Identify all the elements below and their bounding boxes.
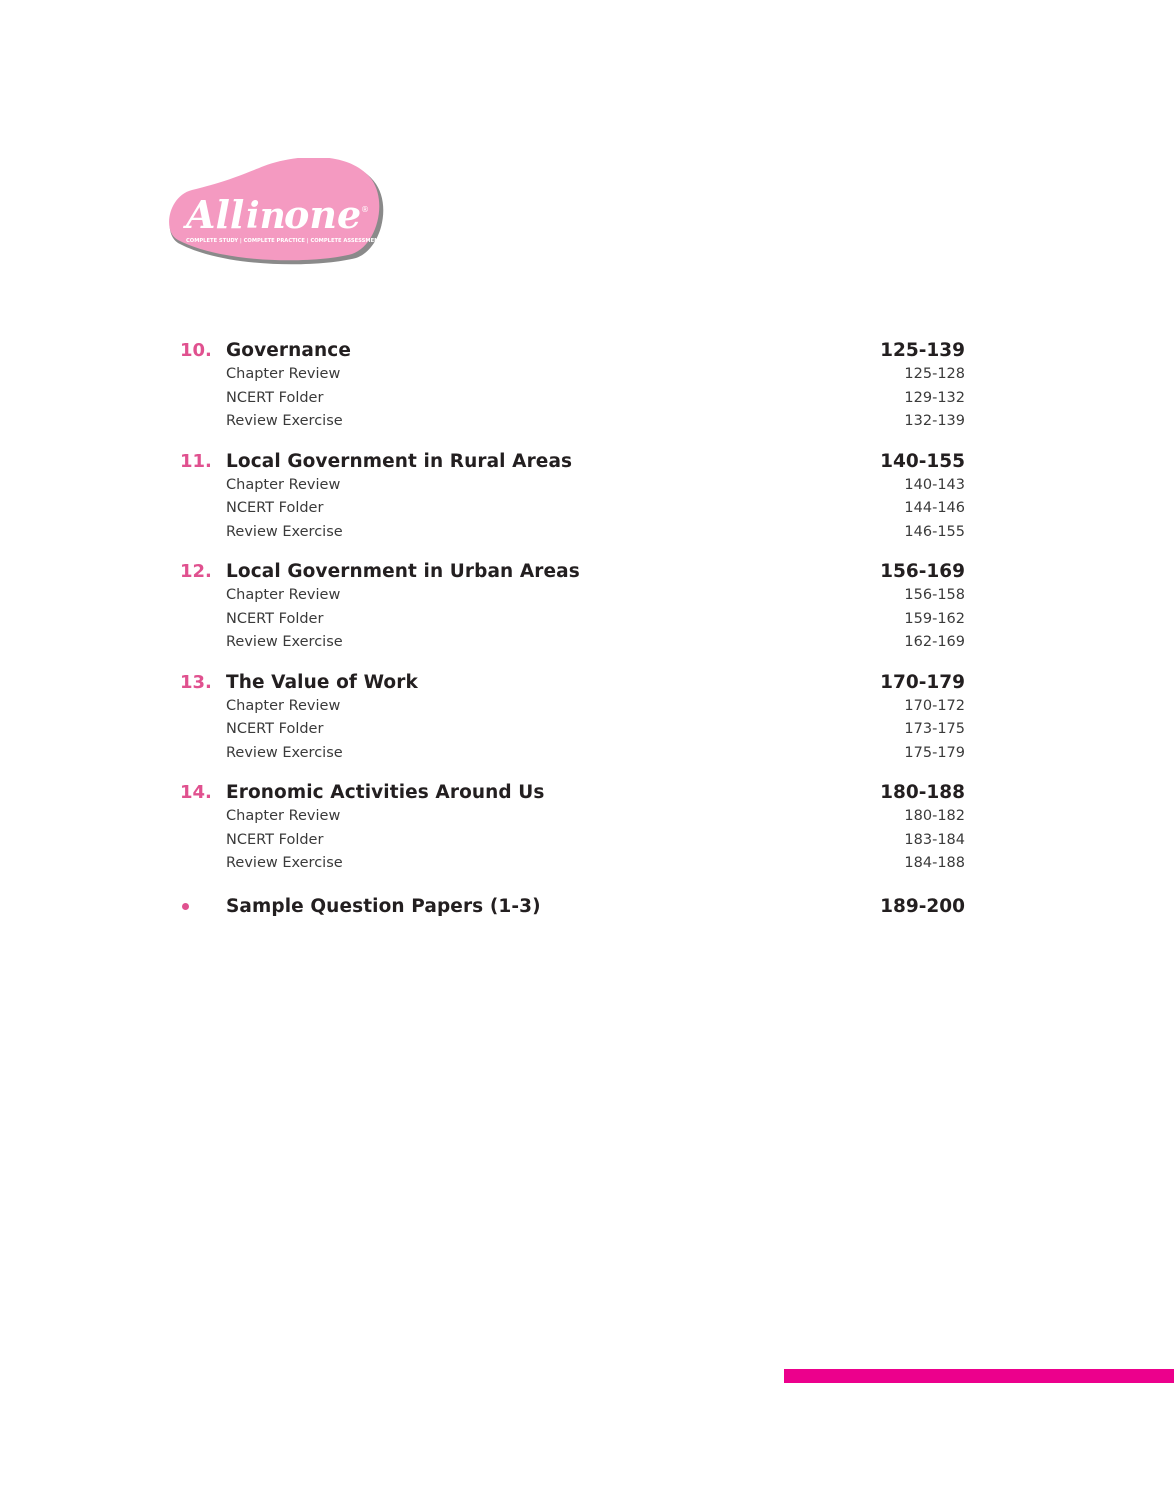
section-page-range: 175-179 bbox=[904, 744, 965, 761]
chapter-heading[interactable] bbox=[180, 561, 965, 587]
decorative-bar bbox=[784, 1369, 1174, 1383]
chapter-entry[interactable] bbox=[180, 340, 965, 437]
svg-text:one: one bbox=[284, 192, 362, 237]
section-page-range: 180-182 bbox=[904, 808, 965, 824]
section-label: NCERT Folder bbox=[226, 500, 324, 516]
section-label: Chapter Review bbox=[226, 697, 341, 714]
sample-papers-page-range: 189-200 bbox=[880, 896, 965, 917]
allinone-logo bbox=[166, 158, 386, 268]
section-item[interactable] bbox=[180, 611, 965, 635]
chapter-title[interactable]: Governance bbox=[226, 340, 351, 361]
section-label: Chapter Review bbox=[226, 366, 341, 382]
section-page-range: 140-143 bbox=[904, 476, 965, 493]
chapter-page-range: 125-139 bbox=[880, 340, 965, 361]
section-item[interactable] bbox=[180, 413, 965, 437]
section-list bbox=[180, 587, 965, 658]
chapter-entry[interactable] bbox=[180, 782, 965, 879]
section-page-range: 132-139 bbox=[904, 413, 965, 429]
section-page-range: 159-162 bbox=[904, 610, 965, 627]
section-page-range: 183-184 bbox=[904, 831, 965, 848]
section-page-range: 184-188 bbox=[904, 855, 965, 871]
chapter-heading[interactable] bbox=[180, 340, 965, 366]
section-page-range: 125-128 bbox=[904, 366, 965, 382]
section-item[interactable] bbox=[180, 698, 965, 722]
section-label: Review Exercise bbox=[226, 744, 343, 761]
chapter-number: 13. bbox=[180, 671, 212, 693]
chapter-page-range: 180-188 bbox=[880, 782, 965, 803]
chapter-number: 12. bbox=[180, 561, 212, 582]
chapter-page-range: 156-169 bbox=[880, 561, 965, 582]
chapter-page-range: 170-179 bbox=[880, 671, 965, 693]
section-label: NCERT Folder bbox=[226, 610, 324, 627]
section-list bbox=[180, 477, 965, 548]
chapter-title[interactable]: Eronomic Activities Around Us bbox=[226, 782, 545, 803]
chapter-number: 14. bbox=[180, 782, 212, 803]
chapter-number: 11. bbox=[180, 450, 212, 472]
bullet-icon bbox=[180, 903, 226, 910]
chapter-entry[interactable] bbox=[180, 561, 965, 658]
section-item[interactable] bbox=[180, 500, 965, 524]
section-page-range: 146-155 bbox=[904, 523, 965, 540]
section-item[interactable] bbox=[180, 855, 965, 879]
chapter-heading[interactable] bbox=[180, 782, 965, 808]
sample-papers-entry[interactable] bbox=[180, 893, 965, 921]
svg-text:in: in bbox=[246, 195, 286, 237]
chapter-entry[interactable] bbox=[180, 672, 965, 769]
section-label: Chapter Review bbox=[226, 587, 341, 603]
chapter-title[interactable]: Local Government in Rural Areas bbox=[226, 450, 573, 472]
section-item[interactable] bbox=[180, 721, 965, 745]
section-label: Chapter Review bbox=[226, 476, 341, 493]
svg-text:®: ® bbox=[361, 205, 369, 214]
chapter-page-range: 140-155 bbox=[880, 450, 965, 472]
section-item[interactable] bbox=[180, 587, 965, 611]
section-label: NCERT Folder bbox=[226, 721, 324, 737]
section-list bbox=[180, 366, 965, 437]
chapter-title[interactable]: Local Government in Urban Areas bbox=[226, 561, 580, 582]
section-list bbox=[180, 808, 965, 879]
chapter-title[interactable]: The Value of Work bbox=[226, 671, 418, 693]
section-item[interactable] bbox=[180, 808, 965, 832]
section-label: Chapter Review bbox=[226, 808, 341, 824]
section-page-range: 162-169 bbox=[904, 634, 965, 650]
svg-text:COMPLETE STUDY | COMPLETE PRAC: COMPLETE STUDY | COMPLETE PRACTICE | COMPLETE ASSESSMENT bbox=[186, 238, 382, 244]
section-page-range: 173-175 bbox=[904, 721, 965, 737]
section-item[interactable] bbox=[180, 832, 965, 856]
table-of-contents bbox=[180, 340, 965, 921]
chapter-number: 10. bbox=[180, 340, 212, 361]
chapter-heading[interactable] bbox=[180, 672, 965, 698]
section-item[interactable] bbox=[180, 477, 965, 501]
section-page-range: 170-172 bbox=[904, 697, 965, 714]
section-label: Review Exercise bbox=[226, 413, 343, 429]
section-item[interactable] bbox=[180, 745, 965, 769]
section-item[interactable] bbox=[180, 366, 965, 390]
chapter-heading[interactable] bbox=[180, 451, 965, 477]
section-label: Review Exercise bbox=[226, 523, 343, 540]
section-list bbox=[180, 698, 965, 769]
sample-papers-title[interactable]: Sample Question Papers (1-3) bbox=[226, 896, 541, 917]
section-label: Review Exercise bbox=[226, 855, 343, 871]
section-label: NCERT Folder bbox=[226, 831, 324, 848]
section-page-range: 156-158 bbox=[904, 587, 965, 603]
section-item[interactable] bbox=[180, 634, 965, 658]
section-label: NCERT Folder bbox=[226, 389, 324, 406]
svg-text:All: All bbox=[186, 192, 245, 237]
chapter-entry[interactable] bbox=[180, 451, 965, 548]
section-page-range: 144-146 bbox=[904, 500, 965, 516]
section-page-range: 129-132 bbox=[904, 389, 965, 406]
section-item[interactable] bbox=[180, 524, 965, 548]
section-label: Review Exercise bbox=[226, 634, 343, 650]
section-item[interactable] bbox=[180, 390, 965, 414]
